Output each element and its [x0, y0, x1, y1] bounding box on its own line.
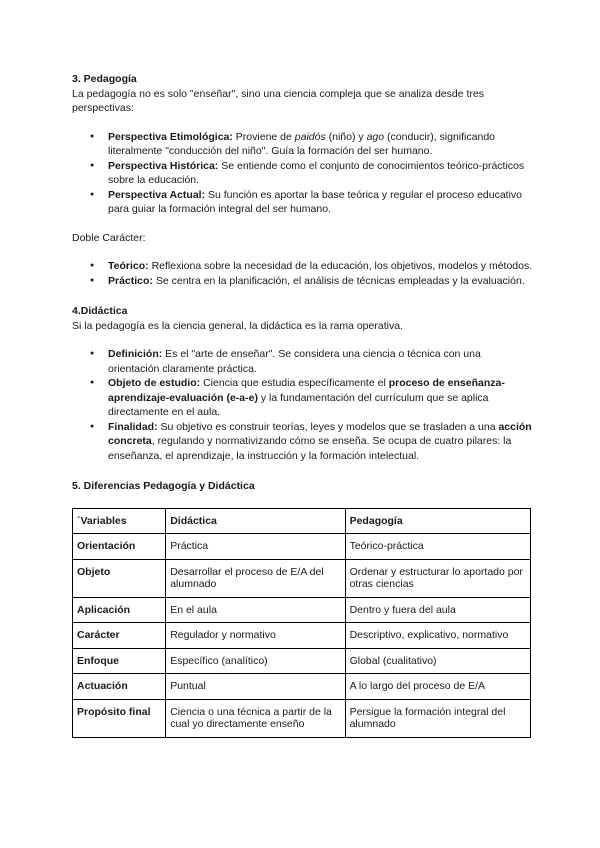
table-row	[73, 534, 531, 560]
table-row	[73, 597, 531, 623]
table-cell: Aplicación	[73, 597, 166, 623]
table-row	[73, 559, 531, 597]
section-4-title: 4.Didáctica	[72, 305, 128, 317]
table-cell: Ciencia o una técnica a partir de la cual yo directamente enseño	[166, 699, 345, 737]
document-page	[72, 72, 534, 738]
table-cell: Desarrollar el proceso de E/A del alumnado	[166, 559, 345, 597]
table-cell: Dentro y fuera del aula	[345, 597, 530, 623]
table-cell: Descriptivo, explicativo, normativo	[345, 623, 530, 649]
list-item: ● Perspectiva Actual: Su función es aportar la base teórica y regular el proceso educativo para guiar la formación integral del ser humano.	[72, 188, 534, 217]
table-cell: Global (cualitativo)	[345, 648, 530, 674]
caracter-list	[72, 259, 534, 288]
section-3-title: 3. Pedagogía	[72, 73, 137, 85]
didactica-list	[72, 347, 534, 463]
table-cell: Objeto	[73, 559, 166, 597]
perspectives-list	[72, 130, 534, 217]
table-cell: Teórico-práctica	[345, 534, 530, 560]
list-item: ● Perspectiva Etimológica: Proviene de paidós (niño) y ago (conducir), significando literalmente "conducción del niño". Guía la formación del ser humano.	[72, 130, 534, 159]
section-3-intro: La pedagogía no es solo "enseñar", sino una ciencia compleja que se analiza desde tres perspectivas:	[72, 87, 484, 114]
table-cell: Propósito final	[73, 699, 166, 737]
table-cell: En el aula	[166, 597, 345, 623]
table-row	[73, 699, 531, 737]
table-cell: Carácter	[73, 623, 166, 649]
list-item: ● Perspectiva Histórica: Se entiende como el conjunto de conocimientos teórico-prácticos sobre la educación.	[72, 159, 534, 188]
comparison-table	[72, 508, 531, 738]
table-cell: Regulador y normativo	[166, 623, 345, 649]
table-header-row	[73, 508, 531, 534]
table-row	[73, 623, 531, 649]
table-row	[73, 674, 531, 700]
list-item: ● Objeto de estudio: Ciencia que estudia específicamente el proceso de enseñanza-aprendizaje-evaluación (e-a-e) y la fundamentación del currículum que se aplica directamente en el aula.	[72, 376, 534, 420]
table-cell: Actuación	[73, 674, 166, 700]
section-4-intro: Si la pedagogía es la ciencia general, la didáctica es la rama operativa.	[72, 319, 403, 332]
table-cell: A lo largo del proceso de E/A	[345, 674, 530, 700]
table-cell: Práctica	[166, 534, 345, 560]
list-item: ● Finalidad: Su objetivo es construir teorías, leyes y modelos que se trasladen a una acción concreta, regulando y normativizando cómo se enseña. Se ocupa de cuatro pilares: la enseñanza, el aprendizaje, la instrucción y la formación intelectual.	[72, 420, 534, 464]
table-cell: Orientación	[73, 534, 166, 560]
section-5-title: 5. Diferencias Pedagogía y Didáctica	[72, 480, 255, 492]
table-cell: Enfoque	[73, 648, 166, 674]
table-cell: Específico (analítico)	[166, 648, 345, 674]
list-item: ● Teórico: Reflexiona sobre la necesidad de la educación, los objetivos, modelos y métodos.	[72, 259, 534, 274]
list-item: ● Práctico: Se centra en la planificación, el análisis de técnicas empleadas y la evaluación.	[72, 274, 534, 289]
table-cell: Ordenar y estructurar lo aportado por otras ciencias	[345, 559, 530, 597]
doble-caracter-label: Doble Carácter:	[72, 231, 146, 244]
table-header-cell: Didáctica	[166, 508, 345, 534]
table-cell: Puntual	[166, 674, 345, 700]
table-header-cell: ´Variables	[73, 508, 166, 534]
table-header-cell: Pedagogía	[345, 508, 530, 534]
table-cell: Persigue la formación integral del alumnado	[345, 699, 530, 737]
table-row	[73, 648, 531, 674]
list-item: ● Definición: Es el "arte de enseñar". Se considera una ciencia o técnica con una orientación claramente práctica.	[72, 347, 534, 376]
